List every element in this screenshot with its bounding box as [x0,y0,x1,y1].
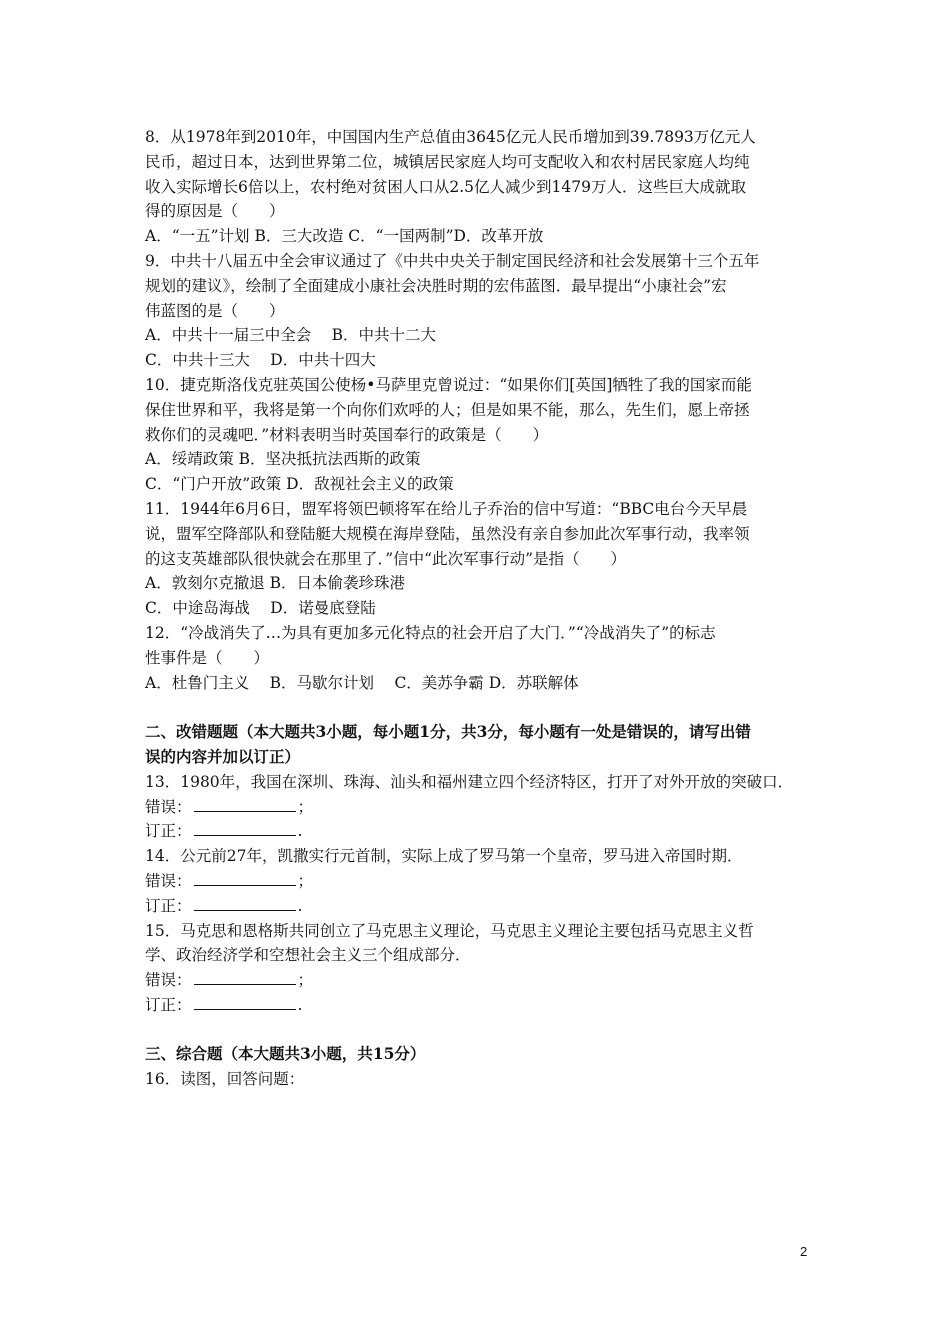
correct-answer-line [145,819,825,844]
question-text-line: 规划的建议》，绘制了全面建成小康社会决胜时期的宏伟蓝图．最早提出“小康社会”宏 [145,276,727,295]
correct-answer-line [145,993,825,1018]
correction-question-line: 13．1980年，我国在深圳、珠海、汕头和福州建立四个经济特区，打开了对外开放的突破口． [145,772,794,791]
section-gap [145,1018,825,1043]
question-options-line: A．中共十一届三中全会 B．中共十二大 [145,326,437,345]
question-options-line: A．“一五”计划 B．三大改造 C．“一国两制”D．改革开放 [145,227,544,246]
answer-label: 订正： [145,896,192,915]
answer-blank[interactable] [194,819,296,836]
error-answer-line [145,869,825,894]
answer-end-punct: ； [297,797,314,816]
question-text-line: 说，盟军空降部队和登陆艇大规模在海岸登陆，虽然没有亲自参加此次军事行动，我率领 [145,524,750,543]
question-text-line: 得的原因是（ ） [145,202,285,221]
question-text-line: 12．“冷战消失了…为具有更加多元化特点的社会开启了大门．”“冷战消失了”的标志 [145,623,716,642]
answer-end-punct: . [297,822,303,841]
question-text-line: 性事件是（ ） [145,648,270,667]
correction-question-line: 15．马克思和恩格斯共同创立了马克思主义理论，马克思主义理论主要包括马克思主义哲 [145,921,754,940]
exam-content [145,125,825,1092]
section-heading: 二、改错题题（本大题共3小题，每小题1分，共3分，每小题有一处是错误的，请写出错 [145,722,751,742]
question-text-line: 收入实际增长6倍以上，农村绝对贫困人口从2.5亿人减少到1479万人．这些巨大成就取 [145,177,746,196]
answer-blank[interactable] [194,968,296,985]
question-text-line: 民币，超过日本，达到世界第二位，城镇居民家庭人均可支配收入和农村居民家庭人均纯 [145,152,750,171]
error-answer-line [145,795,825,820]
question-options-line: A．绥靖政策 B．坚决抵抗法西斯的政策 [145,450,421,469]
correct-answer-line [145,894,825,919]
answer-label: 错误： [145,797,192,816]
question-text-line: 伟蓝图的是（ ） [145,301,285,320]
answer-blank[interactable] [194,869,296,886]
question-text-line: 保住世界和平，我将是第一个向你们欢呼的人；但是如果不能，那么，先生们，愿上帝拯 [145,400,750,419]
answer-end-punct: ； [297,971,314,990]
answer-end-punct: . [297,896,303,915]
correction-question-line: 学、政治经济学和空想社会主义三个组成部分． [145,946,471,965]
question-text-line: 16．读图，回答问题： [145,1070,305,1089]
answer-blank[interactable] [194,993,296,1010]
section-heading: 三、综合题（本大题共3小题，共15分） [145,1044,426,1064]
answer-end-punct: . [297,995,303,1014]
question-text-line: 10．捷克斯洛伐克驻英国公使杨•马萨里克曾说过：“如果你们[英国]牺牲了我的国家而能 [145,375,752,394]
section-gap [145,695,825,720]
question-options-line: C．中途岛海战 D．诺曼底登陆 [145,599,376,618]
answer-label: 订正： [145,822,192,841]
page-number: 2 [800,1244,808,1259]
question-options-line: A．杜鲁门主义 B．马歇尔计划 C．美苏争霸 D．苏联解体 [145,673,579,692]
question-text-line: 11．1944年6月6日，盟军将领巴顿将军在给儿子乔治的信中写道：“BBC电台今天早晨 [145,499,748,518]
question-text-line: 9．中共十八届五中全会审议通过了《中共中央关于制定国民经济和社会发展第十三个五年 [145,251,760,270]
question-text-line: 8．从1978年到2010年，中国国内生产总值由3645亿元人民币增加到39.7893万亿元人 [145,128,756,146]
correction-question-line: 14．公元前27年，凯撒实行元首制，实际上成了罗马第一个皇帝，罗马进入帝国时期． [145,847,743,866]
answer-blank[interactable] [194,795,296,812]
question-options-line: A．敦刻尔克撤退 B．日本偷袭珍珠港 [145,574,406,593]
answer-blank[interactable] [194,894,296,911]
answer-label: 错误： [145,871,192,890]
question-options-line: C．中共十三大 D．中共十四大 [145,351,376,370]
answer-label: 订正： [145,995,192,1014]
section-heading: 误的内容并加以订正） [145,746,301,766]
answer-end-punct: ； [297,871,314,890]
question-text-line: 救你们的灵魂吧．”材料表明当时英国奉行的政策是（ ） [145,425,549,444]
question-text-line: 的这支英雄部队很快就会在那里了．”信中“此次军事行动”是指（ ） [145,549,627,568]
answer-label: 错误： [145,971,192,990]
error-answer-line [145,968,825,993]
question-options-line: C．“门户开放”政策 D．敌视社会主义的政策 [145,475,454,494]
